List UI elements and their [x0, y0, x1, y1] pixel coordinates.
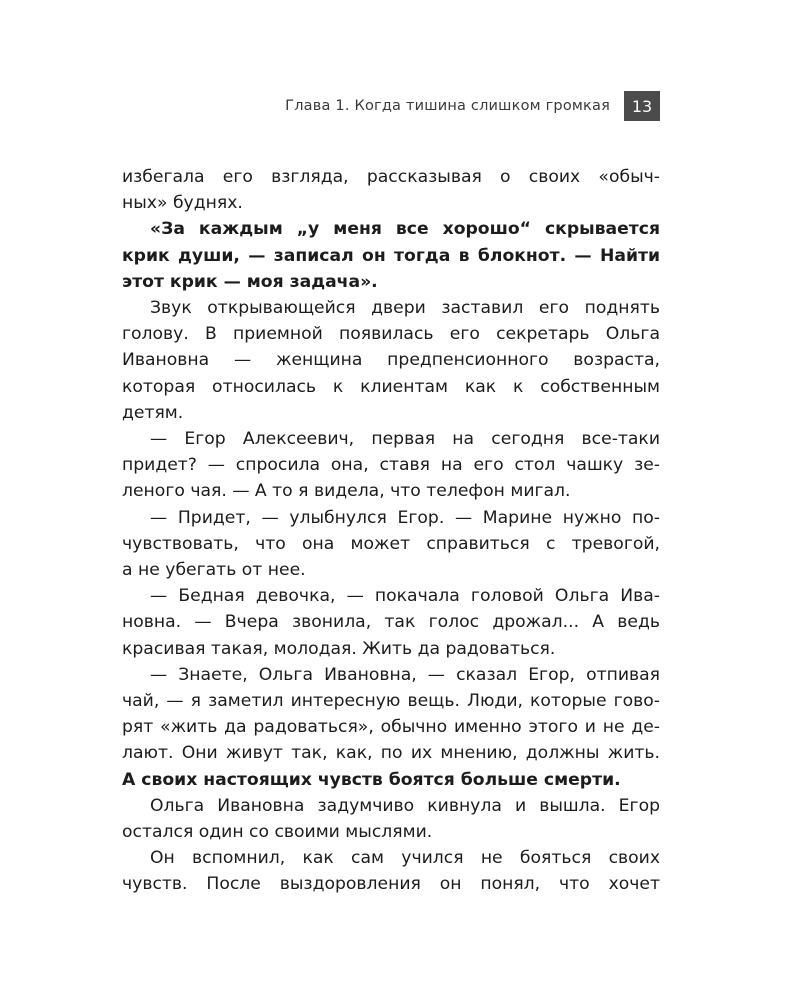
text-line: лают. Они живут так, как, по их мнению, должны жить.	[122, 743, 660, 764]
page-number: 13	[624, 91, 660, 121]
text-line: Звук открывающейся двери заставил его поднять	[150, 298, 660, 319]
text-line: детям.	[122, 402, 184, 423]
text-line: чувств. После выздоровления он понял, что хочет	[122, 874, 660, 895]
text-line: избегала его взгляда, рассказывая о своих «обыч-	[122, 167, 660, 187]
text-line: — Знаете, Ольга Ивановна, — сказал Егор, отпивая	[150, 664, 660, 685]
text-line: этот крик — моя задача».	[122, 271, 378, 292]
body-text	[122, 164, 660, 898]
text-line: Ольга Ивановна задумчиво кивнула и вышла. Егор	[150, 795, 660, 816]
text-line: остался один со своими мыслями.	[122, 822, 433, 843]
text-line: которая относилась к клиентам как к собственным	[122, 376, 660, 397]
text-line: леного чая. — А то я видела, что телефон мигал.	[122, 481, 571, 502]
chapter-title: Глава 1. Когда тишина слишком громкая	[285, 98, 610, 114]
text-line: Ивановна — женщина предпенсионного возраста,	[122, 350, 660, 371]
text-line: рят «жить да радоваться», обычно именно этого и не де-	[122, 717, 660, 738]
text-line: а не убегать от нее.	[122, 560, 306, 581]
text-line: — Придет, — улыбнулся Егор. — Марине нужно по-	[150, 507, 660, 528]
text-line: А своих настоящих чувств боятся больше смерти.	[122, 769, 621, 790]
text-line: чай, — я заметил интересную вещь. Люди, которые гово-	[122, 691, 660, 712]
text-line: красивая такая, молодая. Жить да радоваться.	[122, 638, 556, 659]
text-line: — Бедная девочка, — покачала головой Ольга Ива-	[150, 586, 660, 607]
text-line: — Егор Алексеевич, первая на сегодня все-таки	[150, 429, 660, 450]
text-line: Он вспомнил, как сам учился не бояться своих	[150, 848, 660, 869]
text-line: придет? — спросила она, ставя на его стол чашку зе-	[122, 455, 660, 476]
running-header	[285, 91, 660, 121]
text-line: чувствовать, что она может справиться с тревогой,	[122, 533, 660, 554]
text-line: ных» буднях.	[122, 193, 243, 214]
text-line: крик души, — записал он тогда в блокнот. — Найти	[122, 245, 660, 266]
text-line: «За каждым „у меня все хорошо“ скрывается	[150, 219, 660, 240]
text-line: голову. В приемной появилась его секретарь Ольга	[122, 324, 660, 345]
text-line: новна. — Вчера звонила, так голос дрожал... А ведь	[122, 612, 660, 633]
